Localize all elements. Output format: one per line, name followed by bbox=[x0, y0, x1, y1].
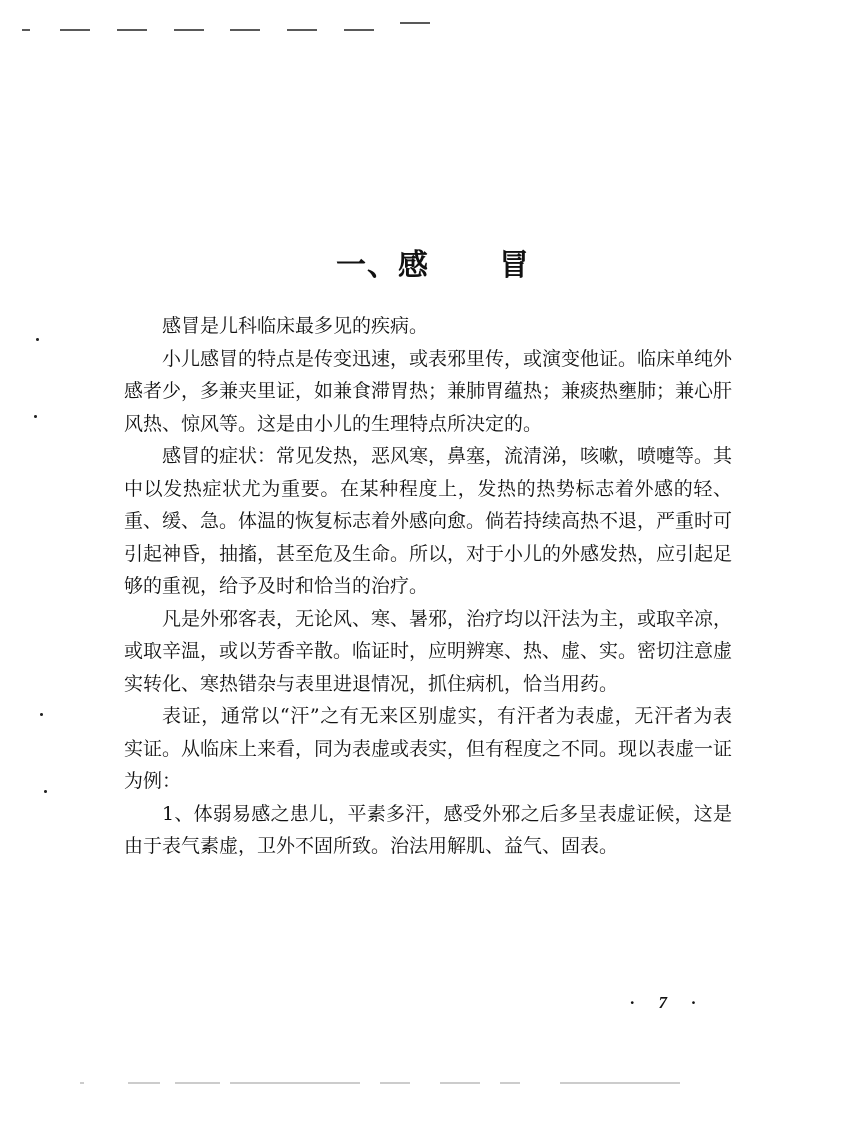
section-title-left: 一、感 bbox=[336, 248, 429, 283]
section-title bbox=[0, 240, 866, 284]
top-dashed-rule bbox=[22, 20, 432, 34]
paragraph: 感冒的症状：常见发热，恶风寒，鼻塞，流清涕，咳嗽，喷嚏等。其中以发热症状尤为重要。在某种程度上，发热的热势标志着外感的轻、重、缓、急。体温的恢复标志着外感向愈。倘若持续高热不退，严重时可引起神昏，抽搐，甚至危及生命。所以，对于小儿的外感发热，应引起足够的重视，给予及时和恰当的治疗。 bbox=[124, 445, 733, 597]
paragraph: 凡是外邪客表，无论风、寒、暑邪，治疗均以汗法为主，或取辛凉，或取辛温，或以芳香辛散。临证时，应明辨寒、热、虚、实。密切注意虚实转化、寒热错杂与表里进退情况，抓住病机，恰当用药。 bbox=[124, 607, 733, 695]
scan-speck bbox=[34, 415, 37, 418]
page-number: · 7 · bbox=[630, 993, 706, 1012]
scan-speck bbox=[44, 790, 47, 793]
paragraph: 感冒是儿科临床最多见的疾病。 bbox=[162, 315, 429, 337]
paragraph: 小儿感冒的特点是传变迅速，或表邪里传，或演变他证。临床单纯外感者少，多兼夹里证，如兼食滞胃热；兼肺胃蕴热；兼痰热壅肺；兼心肝风热、惊风等。这是由小儿的生理特点所决定的。 bbox=[124, 347, 733, 435]
paragraph: 表证，通常以“汗”之有无来区别虚实，有汗者为表虚，无汗者为表实证。从临床上来看，同为表虚或表实，但有程度之不同。现以表虚一证为例： bbox=[124, 705, 733, 792]
scan-noise-strip bbox=[80, 1078, 680, 1088]
body-text bbox=[124, 310, 732, 863]
section-title-right: 冒 bbox=[499, 248, 530, 283]
scan-speck bbox=[40, 713, 43, 716]
paragraph: 1、体弱易感之患儿，平素多汗，感受外邪之后多呈表虚证候，这是由于表气素虚，卫外不固所致。治法用解肌、益气、固表。 bbox=[124, 802, 732, 857]
scan-speck bbox=[36, 338, 39, 341]
